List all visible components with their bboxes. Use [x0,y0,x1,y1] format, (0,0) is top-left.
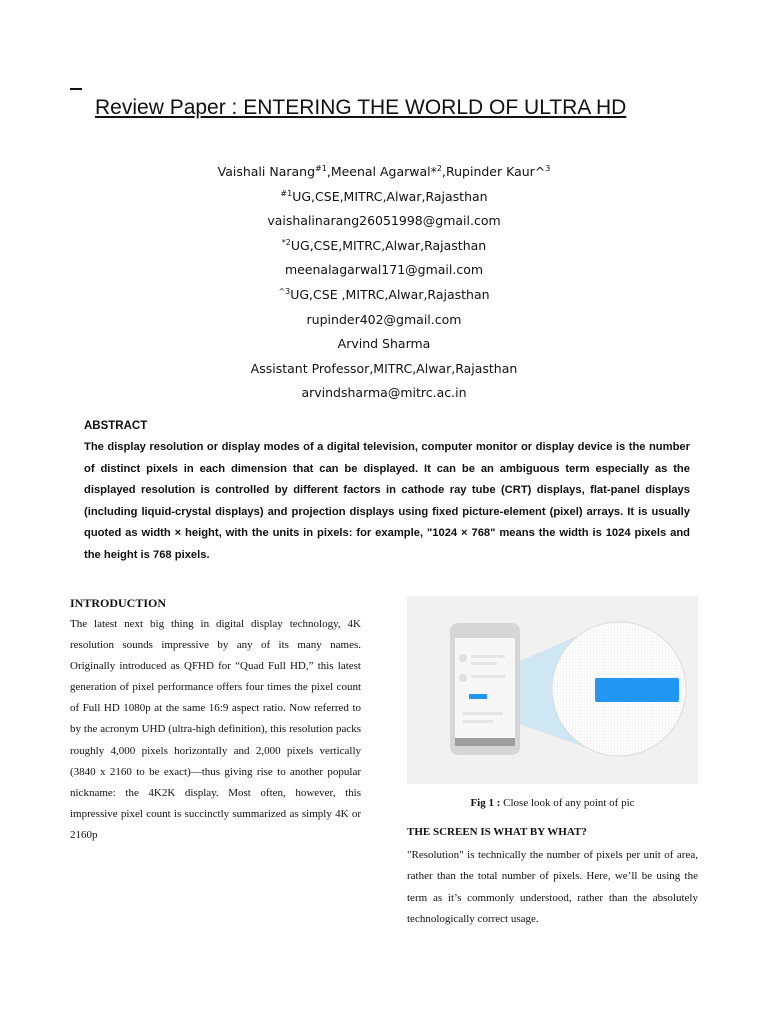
author-name: Vaishali Narang [217,164,316,179]
screen-line [471,655,505,658]
introduction-heading: INTRODUCTION [70,596,167,610]
email-line: meenalagarwal171@gmail.com [284,262,484,278]
author-sup: 2 [436,164,442,173]
abstract-text: The display resolution or display modes of a digital television, computer monitor or display device is the number of distinct pixels in each dimension that can be displayed. It can be an ambiguous term especially as the displayed resolution is controlled by different factors in cathode ray tube (CRT) displays, flat-panel displays (including liquid-crystal displays) and projection displays using fixed picture-element (pixel) arrays. It is usually quoted as width × height, with the units in pixels: for example, "1024 × 768" means the width is 1024 pixels and the height is 768 pixels. [84,441,690,561]
magnified-button [595,678,679,702]
author-sup: #1 [315,164,327,173]
affiliation-line: $^{\^{}3}$UG,CSE ,MITRC,Alwar,Rajasthan [278,286,490,302]
figure-image [407,596,698,784]
email-line: rupinder402@gmail.com [306,311,462,327]
screen-line [463,712,503,715]
advisor-affiliation: Assistant Professor,MITRC,Alwar,Rajasthan [250,360,518,376]
author-name: Rupinder Kaur^ [445,164,546,179]
figure-caption [407,797,698,809]
affiliation-line: $^{\#1}$UG,CSE,MITRC,Alwar,Rajasthan [280,188,488,204]
author-block [0,160,768,406]
author-sup: 3 [545,164,551,173]
advisor-email: arvindsharma@mitrc.ac.in [301,385,467,401]
affiliation-line: $^{*2}$UG,CSE,MITRC,Alwar,Rajasthan [281,237,487,253]
phone-magnifier-illustration [407,596,698,784]
screen-line [471,675,505,678]
figure-caption-text: Close look of any point of pic [503,797,635,809]
author-names: Vaishali Narang$^{\#1}$,Meenal Agarwal*$^2$,Rupinder Kaur^$^3$ [217,164,551,179]
advisor-name: Arvind Sharma [337,336,431,352]
abstract-heading: ABSTRACT [84,420,148,432]
section-heading: THE SCREEN IS WHAT BY WHAT? [407,826,587,838]
phone-bottom-bar [455,738,515,746]
header-dash [70,88,82,90]
screen-avatar [459,654,467,662]
introduction-text: The latest next big thing in digital display technology, 4K resolution sounds impressive by any of its many names. Originally introduced as QFHD for “Quad Full HD,” this latest generation of pixel performance offers four times the pixel count of Full HD 1080p at the same 16:9 aspect ratio. Now referred to by the acronym UHD (ultra-high definition), this resolution packs roughly 4,000 pixels horizontally and 2,000 pixels vertically (3840 x 2160 to be exact)—thus giving rise to another popular nickname: the 4K2K display. Most often, however, this impressive pixel count is succinctly summarized as simply 4K or 2160p [70,618,361,841]
author-name: Meenal Agarwal* [330,164,437,179]
screen-avatar [459,674,467,682]
email-line: vaishalinarang26051998@gmail.com [267,213,501,229]
paper-title: Review Paper : ENTERING THE WORLD OF ULTRA HD [95,96,627,119]
screen-line [463,720,493,723]
screen-button [469,694,487,699]
figure-label: Fig 1 : [470,797,501,809]
screen-line [471,662,497,665]
section-text: "Resolution" is technically the number of pixels per unit of area, rather than the total number of pixels. Here, we’ll be using the term as it’s commonly understood, rather than the absolutely technologically correct usage. [407,849,698,925]
